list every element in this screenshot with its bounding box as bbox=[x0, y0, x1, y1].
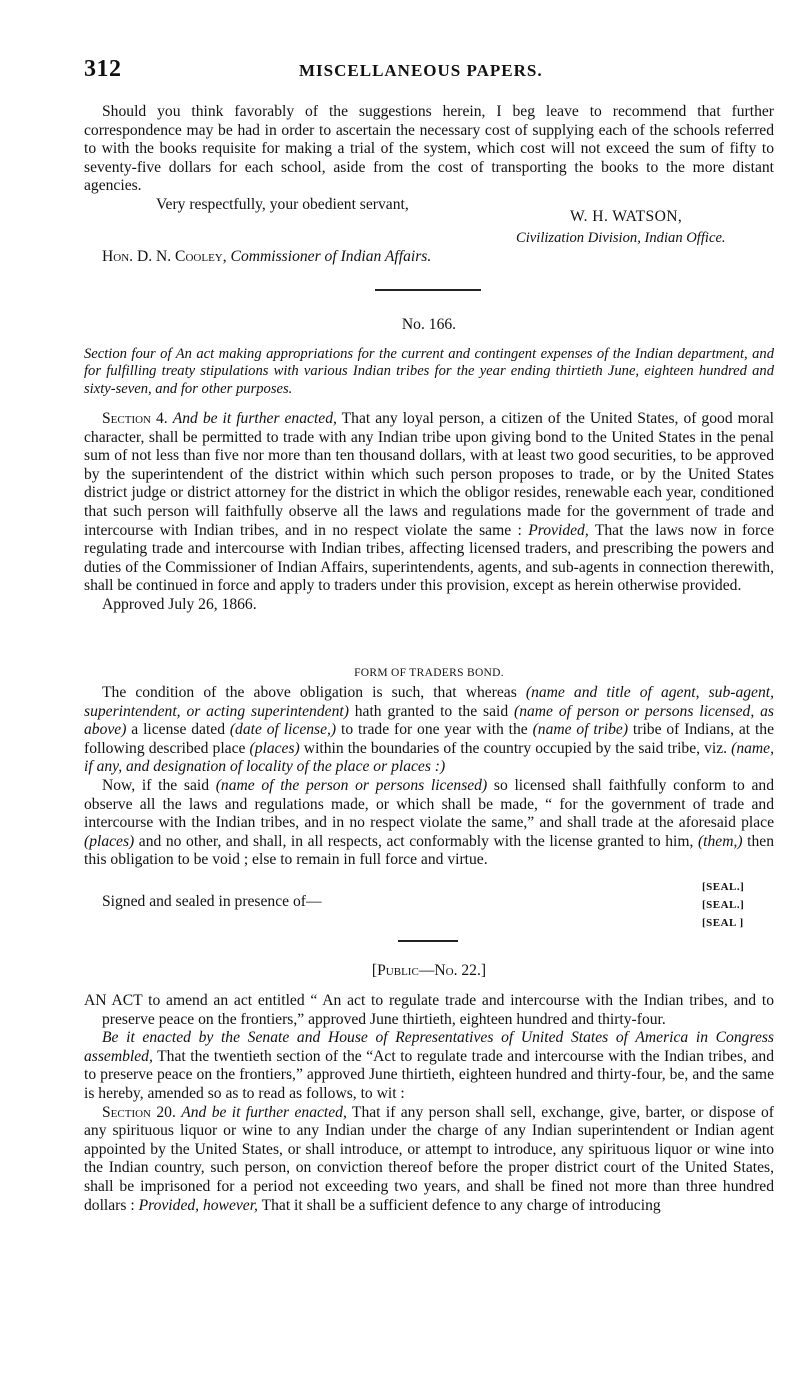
divider-rule bbox=[398, 940, 458, 942]
bond-blank: (name of tribe) bbox=[532, 721, 629, 739]
doc166-caption: Section four of An act making appropriations for the current and contingent expenses of the Indian department, and for fulfilling treaty stipulations with various Indian tribes for the year ending thirtieth June, eighteen hundred and sixty-seven, and for other purposes. bbox=[84, 346, 774, 397]
signer-name: W. H. WATSON, bbox=[570, 208, 683, 225]
section-20-label: Section 20. bbox=[102, 1103, 176, 1121]
running-head: MISCELLANEOUS PAPERS. bbox=[299, 61, 543, 80]
enacting-formula: Be it enacted by the Senate and House of Representatives of United States of America in Congress assembled, bbox=[84, 1029, 774, 1065]
seal-column bbox=[702, 878, 762, 932]
bond-text: then this obligation to be void ; else to remain in full force and virtue. bbox=[84, 832, 774, 869]
addressee-title: Commissioner of Indian Affairs. bbox=[230, 248, 432, 265]
bond-text: tribe of Indians, at the following described place bbox=[84, 721, 775, 757]
bond-text: so licensed shall faithfully conform to and observe all the laws and regulations made, or which shall be made, “ for the government of trade and intercourse with the Indian tribes, and in no respect violate the same,” and shall trade at the aforesaid place bbox=[84, 776, 774, 832]
seal-3: [SEAL ] bbox=[702, 917, 744, 929]
addressee-name: Hon. D. N. Cooley, bbox=[102, 248, 227, 265]
bond-text: Now, if the said bbox=[102, 776, 216, 794]
section-20 bbox=[84, 1104, 774, 1216]
seal-1: [SEAL.] bbox=[702, 881, 745, 893]
section-20-enact: And be it further enacted, bbox=[181, 1103, 347, 1121]
doc166-section bbox=[84, 410, 774, 615]
letter-body: Should you think favorably of the suggestions herein, I beg leave to recommend that further correspondence may be had in order to ascertain the necessary cost of supplying each of the schools referred to with the books requisite for making a trial of the system, which cost will not exceed the sum of fifty to seventy-five dollars for each school, aside from the cost of transporting the books to the more distant agencies. bbox=[84, 103, 774, 195]
bond-blank: (places) bbox=[84, 832, 135, 850]
bond-text: hath granted to the said bbox=[348, 702, 514, 720]
document-number-166: No. 166. bbox=[401, 316, 457, 333]
proviso-text: That the laws now in force regulating trade and intercourse with Indian tribes, affecting licensed traders, and prescribing the powers and duties of the Commissioner of Indian Affairs, superintendents, agents, and sub-agents in connection therewith, shall be continued in force and apply to traders under this provision, except as herein otherwise provided. bbox=[84, 521, 774, 595]
public-law-heading bbox=[84, 962, 774, 981]
act-title: AN ACT to amend an act entitled “ An act to regulate trade and intercourse with the Indian tribes, and to preserve peace on the frontiers,” approved June thirtieth, eighteen hundred and thirty-four. bbox=[84, 992, 774, 1028]
page-header bbox=[84, 56, 774, 86]
letter-section bbox=[84, 103, 774, 215]
bond-text: a license dated bbox=[126, 721, 230, 739]
bond-text: The condition of the above obligation is such, that whereas bbox=[102, 684, 526, 701]
bond-blank: (name of person or persons licensed, as above) bbox=[84, 702, 774, 739]
section-20-proviso: Provided, however, bbox=[138, 1196, 258, 1214]
bond-blank: (date of license,) bbox=[229, 721, 337, 739]
section-20-tail: That it shall be a sufficient defence to any charge of introducing bbox=[257, 1196, 661, 1214]
bond-text: within the boundaries of the country occupied by the said tribe, viz. bbox=[299, 739, 732, 757]
divider-rule bbox=[375, 289, 481, 291]
bond-blank: (name of the person or persons licensed) bbox=[215, 776, 488, 794]
bond-text: to trade for one year with the bbox=[336, 721, 533, 739]
bond-obligation bbox=[84, 777, 774, 870]
enacting-text: That the twentieth section of the “Act to regulate trade and intercourse with the Indian tribes, and to preserve peace on the frontiers,” approved June thirtieth, eighteen hundred and thirty-four, be, and the same is hereby, amended so as to read as follows, to wit : bbox=[84, 1047, 774, 1102]
proviso-label: Provided, bbox=[528, 521, 589, 539]
bond-text: and no other, and shall, in all respects, act conformably with the license granted to him, bbox=[134, 832, 698, 850]
letter-closing: Very respectfully, your obedient servant, bbox=[156, 195, 409, 213]
bond-condition bbox=[84, 684, 774, 777]
seal-2: [SEAL.] bbox=[702, 899, 745, 911]
public-law-number: [Public—No. 22.] bbox=[371, 962, 487, 979]
bond-section bbox=[84, 684, 774, 870]
public-law-section bbox=[84, 992, 774, 1215]
signed-line: Signed and sealed in presence of— bbox=[102, 893, 322, 910]
section-text: That any loyal person, a citizen of the United States, of good moral character, shall be permitted to trade with any Indian tribe upon giving bond to the United States in the penal sum of not less than five nor more than ten thousand dollars, with at least two good securities, to be approved by the superintendent of the district within which such person proposes to trade, or by the United States district judge or district attorney for the district in which the obligor resides, renewable each year, conditioned that such person will faithfully observe all the laws and regulations made for the government of trade and intercourse with Indian tribes, and in no respect violate the same : bbox=[84, 410, 774, 539]
bond-heading: FORM OF TRADERS BOND. bbox=[354, 667, 504, 679]
signer-title: Civilization Division, Indian Office. bbox=[516, 230, 726, 246]
section-label: Section 4. bbox=[102, 410, 168, 427]
page-number: 312 bbox=[84, 56, 122, 82]
section-20-text: That if any person shall sell, exchange, give, barter, or dispose of any spirituous liquor or wine to any Indian under the charge of any Indian superintendent or Indian agent appointed by the United States, or shall introduce, or attempt to introduce, any spirituous liquor or wine into the Indian country, such person, on conviction thereof before the proper district court of the United States, shall be imprisoned for a period not exceeding two years, and shall be fined not more than three hundred dollars : bbox=[84, 1103, 774, 1214]
enacting-clause bbox=[84, 1029, 774, 1103]
bond-blank: (name and title of agent, sub-agent, superintendent, or acting superintendent) bbox=[84, 684, 774, 720]
bond-blank: (places) bbox=[249, 739, 300, 757]
bond-blank: (them,) bbox=[697, 832, 743, 850]
section-enact: And be it further enacted, bbox=[172, 410, 337, 427]
bond-blank: (name, if any, and designation of locality of the place or places :) bbox=[84, 739, 774, 776]
approved-date: Approved July 26, 1866. bbox=[102, 595, 257, 613]
addressee bbox=[102, 248, 431, 266]
